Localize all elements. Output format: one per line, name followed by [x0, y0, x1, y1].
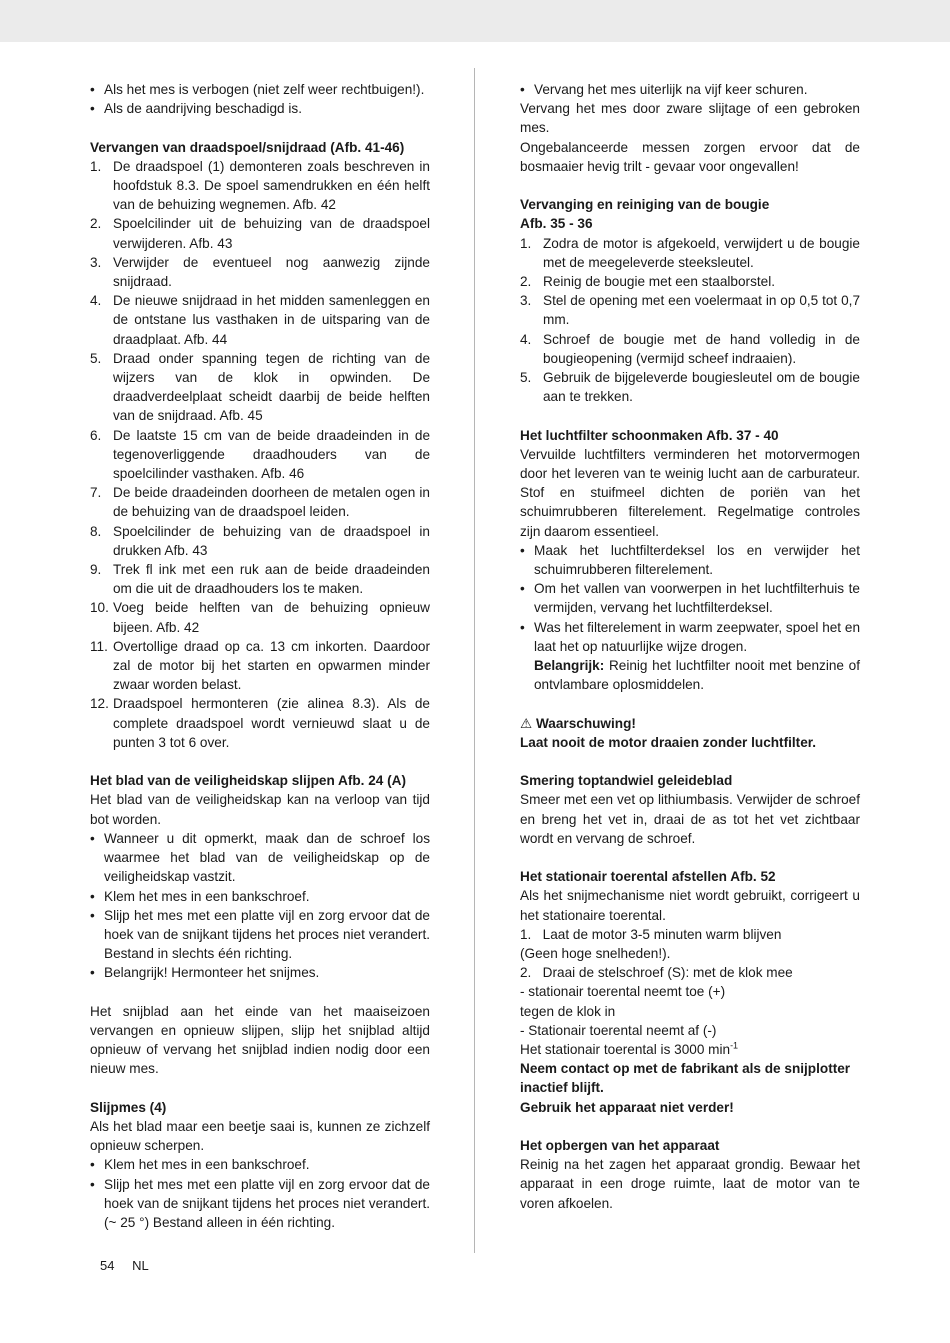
list-item: • Was het filterelement in warm zeepwater, spoel het en laat het op natuurlijke wijze drogen. Belangrijk: Reinig het luchtfilter nooit met benzine of ontvlambare oplosmiddelen. [520, 618, 860, 695]
list-item: 10. Voeg beide helften van de behuizing opnieuw bijeen. Afb. 42 [90, 600, 430, 635]
list-item: • Klem het mes in een bankschroef. [90, 1155, 430, 1174]
list-item: • Als het mes is verbogen (niet zelf weer rechtbuigen!). [90, 80, 430, 99]
page-number: 54 [100, 1258, 115, 1273]
column-divider [474, 68, 475, 1253]
section-heading-guard: Het blad van de veiligheidskap slijpen Afb. 24 (A) [90, 773, 407, 789]
list-item: 5. Draad onder spanning tegen de richting van de wijzers van de klok in opwinden. De draadverdeelplaat scheidt daarbij de beide helften van de snijdraad. Afb. 45 [90, 350, 430, 424]
list-item: 6. De laatste 15 cm van de beide draadeinden in de tegenoverliggende draadhouders van de spoelcilinder vasthaken. Afb. 46 [90, 427, 430, 482]
section-heading-sharpen: Slijpmes (4) [90, 1099, 167, 1115]
idle-line: - Stationair toerental neemt af (-) [520, 1022, 717, 1038]
idle-line: 2. Draai de stelschroef (S): met de klok mee [520, 965, 793, 981]
list-item: 8. Spoelcilinder de behuizing van de draadspoel in drukken Afb. 43 [90, 523, 430, 558]
list-item: 3. Stel de opening met een voelermaat in op 0,5 tot 0,7 mm. [520, 293, 860, 328]
list-item: • Wanneer u dit opmerkt, maak dan de schroef los waarmee het blad van de veiligheidskap op de veiligheidskap vastzit. [90, 829, 430, 887]
list-item: • Om het vallen van voorwerpen in het luchtfilterhuis te vermijden, vervang het luchtfilterdeksel. [520, 579, 860, 617]
list-item: 11. Overtollige draad op ca. 13 cm inkorten. Daardoor zal de motor bij het starten en opwarmen minder zwaar worden belast. [90, 638, 430, 693]
warning-text: Laat nooit de motor draaien zonder luchtfilter. [520, 734, 817, 750]
list-item: 9. Trek fl ink met een ruk aan de beide draadeinden om die uit de draadhouders los te maken. [90, 562, 430, 597]
list-item: • Als de aandrijving beschadigd is. [90, 99, 430, 118]
filter-bullets [520, 541, 860, 695]
plug-steps [520, 234, 860, 407]
important-label: Belangrijk: [534, 658, 605, 674]
list-item: 1. De draadspoel (1) demonteren zoals beschreven in hoofdstuk 8.3. De spoel samendrukken en één helft van de behuizing wegnemen. Afb. 42 [90, 158, 430, 213]
list-item: 2. Reinig de bougie met een staalborstel. [520, 274, 775, 290]
section-heading-idle: Het stationair toerental afstellen Afb. 52 [520, 869, 776, 885]
page-header-band [0, 0, 950, 42]
filter-paragraph: Vervuilde luchtfilters verminderen het motorvermogen door het leveren van te weinig lucht aan de carburateur. Stof en stuifmeel dichten de poriën van het schuimrubberen filterelement. Regelmatige controles zijn daarom essentieel. [520, 446, 860, 539]
sharpen-intro: Als het blad maar een beetje saai is, kunnen ze zichzelf opnieuw scherpen. [90, 1118, 430, 1154]
section-heading-plug-figure: Afb. 35 - 36 [520, 216, 593, 232]
left-column [90, 80, 430, 1232]
list-item: • Belangrijk! Hermonteer het snijmes. [90, 963, 430, 982]
lube-paragraph: Smeer met een vet op lithiumbasis. Verwijder de schroef en breng het vet in, draai de as tot het vet zichtbaar wordt en vervang de schroef. [520, 792, 860, 846]
list-item: 12. Draadspoel hermonteren (zie alinea 8.3). Als de complete draadspoel wordt vernieuwd slaat u de punten 3 tot 6 over. [90, 696, 430, 750]
warning-heading: ⚠ Waarschuwing! [520, 715, 636, 731]
sharpen-bullets [90, 1155, 430, 1232]
list-item: • Vervang het mes uiterlijk na vijf keer schuren. [520, 80, 860, 99]
idle-line: (Geen hoge snelheden!). [520, 946, 671, 962]
page-footer [100, 1256, 163, 1275]
list-item: 3. Verwijder de eventueel nog aanwezig zijnde snijdraad. [90, 254, 430, 290]
replace-bullets [520, 80, 860, 99]
section-heading-filter: Het luchtfilter schoonmaken Afb. 37 - 40 [520, 427, 779, 443]
warning-triangle-icon: ⚠ [520, 715, 533, 731]
section-heading-plug: Vervanging en reiniging van de bougie [520, 197, 770, 213]
idle-intro: Als het snijmechanisme niet wordt gebruikt, corrigeert u het stationaire toerental. [520, 888, 860, 923]
idle-line: tegen de klok in [520, 1003, 616, 1019]
list-item: 4. De nieuwe snijdraad in het midden samenleggen en de ontstane lus vasthaken in de uitsparing van de draadplaat. Afb. 44 [90, 293, 430, 347]
list-item: 7. De beide draadeinden doorheen de metalen ogen in de behuizing van de draadspoel leiden. [90, 485, 430, 520]
storage-paragraph: Reinig na het zagen het apparaat grondig. Bewaar het apparaat in een droge ruimte, laat de motor van te voren afkoelen. [520, 1157, 860, 1211]
replace-paragraph-1: Vervang het mes door zware slijtage of een gebroken mes. [520, 101, 860, 136]
list-item: 4. Schroef de bougie met de hand volledig in de bougieopening (vermijd scheef indraaien). [520, 331, 860, 366]
list-item: • Slijp het mes met een platte vijl en zorg ervoor dat de hoek van de snijkant tijdens het proces niet verandert. (~ 25 °) Bestand alleen in één richting. [90, 1175, 430, 1233]
idle-contact-notice: Neem contact op met de fabrikant als de snijplotter inactief blijft. [520, 1061, 851, 1096]
language-code: NL [132, 1258, 149, 1273]
guard-intro: Het blad van de veiligheidskap kan na verloop van tijd bot worden. [90, 792, 430, 827]
replace-paragraph-2: Ongebalanceerde messen zorgen ervoor dat de bosmaaier hevig trilt - gevaar voor ongevallen! [520, 139, 860, 174]
list-item: • Slijp het mes met een platte vijl en zorg ervoor dat de hoek van de snijkant tijdens het proces niet verandert. Bestand in slechts één richting. [90, 906, 430, 964]
guard-bullets [90, 829, 430, 983]
spool-steps [90, 157, 430, 752]
right-column [520, 80, 860, 1213]
idle-rpm: Het stationair toerental is 3000 $\min^{-1}$ [520, 1040, 739, 1058]
season-paragraph: Het snijblad aan het einde van het maaiseizoen vervangen en opnieuw slijpen, slijp het snijblad altijd opnieuw of vervang het snijblad indien nodig door een nieuw mes. [90, 1003, 430, 1077]
idle-line: 1. Laat de motor 3-5 minuten warm blijven [520, 926, 782, 942]
list-item: 2. Spoelcilinder uit de behuizing van de draadspoel verwijderen. Afb. 43 [90, 216, 430, 251]
list-item: • Maak het luchtfilterdeksel los en verwijder het schuimrubberen filterelement. [520, 541, 860, 579]
section-heading-spool: Vervangen van draadspoel/snijdraad (Afb. 41-46) [90, 139, 405, 155]
idle-stop-notice: Gebruik het apparaat niet verder! [520, 1099, 734, 1115]
intro-bullets [90, 80, 430, 118]
list-item: 5. Gebruik de bijgeleverde bougiesleutel om de bougie aan te trekken. [520, 370, 860, 405]
section-heading-storage: Het opbergen van het apparaat [520, 1138, 720, 1154]
idle-line: - stationair toerental neemt toe (+) [520, 984, 726, 1000]
list-item: 1. Zodra de motor is afgekoeld, verwijdert u de bougie met de meegeleverde steeksleutel. [520, 235, 860, 270]
section-heading-lube: Smering toptandwiel geleideblad [520, 773, 733, 789]
list-item: • Klem het mes in een bankschroef. [90, 887, 430, 906]
